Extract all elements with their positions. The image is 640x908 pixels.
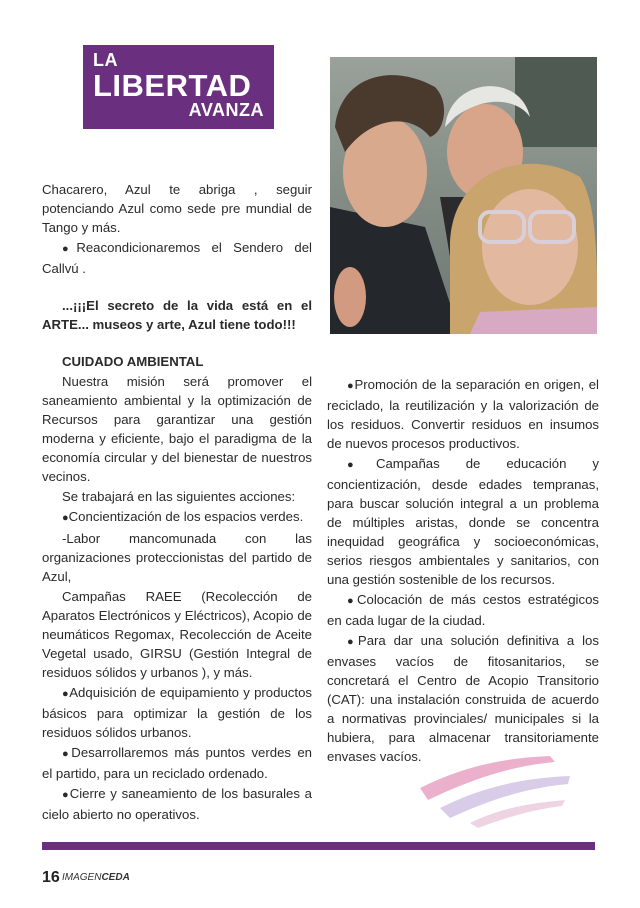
separation-text: Promoción de la separación en origen, el reciclado, la reutilización y la valorización de los residuos. Convertir residuos en insumos de nuevos procesos productivos. xyxy=(327,377,599,451)
brand-prefix: IMAGEN xyxy=(62,872,102,883)
separation-bullet xyxy=(327,375,599,453)
bullet-icon: ● xyxy=(347,595,357,607)
bullet-icon: ● xyxy=(347,636,358,648)
education-text: Campañas de educación y concientización, desde edades tempranas, para buscar solución integral a un problema de múltiples aristas, donde se concentra inequidad geográfica y socioeconómicas, serios riesgos ambientales y sanitarios, con una gestión sostenible de los recursos. xyxy=(327,456,599,587)
party-logo xyxy=(83,45,274,129)
bins-text: Colocación de más cestos estratégicos en cada lugar de la ciudad. xyxy=(327,592,599,628)
bullet-icon: ● xyxy=(62,243,77,255)
mission-paragraph: Nuestra misión será promover el saneamiento ambiental y la optimización de Recursos para garantizar una gestión moderna y eficiente, bajo el paradigma de la economía circular y del bienestar de nuestros vecinos. xyxy=(42,374,312,484)
logo-line-la: LA xyxy=(93,50,118,70)
cat-text: Para dar una solución definitiva a los envases vacíos de fitosanitarios, se concretará el Centro de Acopio Transitorio (CAT): una instalación construida de acuerdo a normativas provinciales/ municipales si la hubiera, para almacenar transitoriamente envases vacíos. xyxy=(327,633,599,764)
footer-divider xyxy=(42,842,595,850)
bullet-icon: ● xyxy=(62,512,69,524)
green-spaces-text: Concientización de los espacios verdes. xyxy=(68,509,304,524)
bullet-icon: ● xyxy=(62,748,72,760)
logo-line-libertad: LIBERTAD xyxy=(93,68,252,103)
bullet-icon: ● xyxy=(347,459,376,471)
group-selfie-photo xyxy=(330,57,597,334)
green-points-bullet xyxy=(42,743,312,783)
left-text-column xyxy=(42,180,312,825)
bullet-icon: ● xyxy=(347,380,355,392)
green-spaces-bullet xyxy=(42,507,312,528)
education-bullet xyxy=(327,454,599,589)
bullet-icon: ● xyxy=(62,789,70,801)
equipment-bullet xyxy=(42,683,312,742)
callvu-bullet xyxy=(42,238,312,278)
page-number: 16 xyxy=(42,869,60,886)
dumps-text: Cierre y saneamiento de los basurales a cielo abierto no operativos. xyxy=(42,786,312,822)
cat-bullet xyxy=(327,631,599,766)
actions-intro: Se trabajará en las siguientes acciones: xyxy=(62,489,296,504)
callvu-text: Reacondicionaremos el Sendero del Callvú . xyxy=(42,240,312,276)
dumps-bullet xyxy=(42,784,312,824)
logo-line-avanza: AVANZA xyxy=(188,100,264,120)
green-points-text: Desarrollaremos más puntos verdes en el partido, para un reciclado ordenado. xyxy=(42,745,312,781)
art-slogan: ...¡¡¡El secreto de la vida está en el ARTE... museos y arte, Azul tiene todo!!! xyxy=(42,298,312,332)
equipment-text: Adquisición de equipamiento y productos básicos para optimizar la gestión de los residuos sólidos urbanos. xyxy=(42,685,312,740)
campaigns-paragraph: Campañas RAEE (Recolección de Aparatos Electrónicos y Eléctricos), Acopio de neumáticos Regomax, Recolección de Aceite Vegetal usado, GIRSU (Gestión Integral de residuos sólidos y urbanos ), y más. xyxy=(42,589,312,680)
bullet-icon: ● xyxy=(62,688,70,700)
section-heading-environment: CUIDADO AMBIENTAL xyxy=(62,354,204,369)
tango-paragraph: Chacarero, Azul te abriga , seguir potenciando Azul como sede pre mundial de Tango y más. xyxy=(42,182,312,235)
organizations-paragraph: -Labor mancomunada con las organizaciones proteccionistas del partido de Azul, xyxy=(42,531,312,584)
decorative-brush-strokes xyxy=(400,748,580,828)
brand-bold: CEDA xyxy=(101,872,130,883)
magazine-brand xyxy=(62,872,130,883)
bins-bullet xyxy=(327,590,599,630)
right-text-column xyxy=(327,375,599,767)
